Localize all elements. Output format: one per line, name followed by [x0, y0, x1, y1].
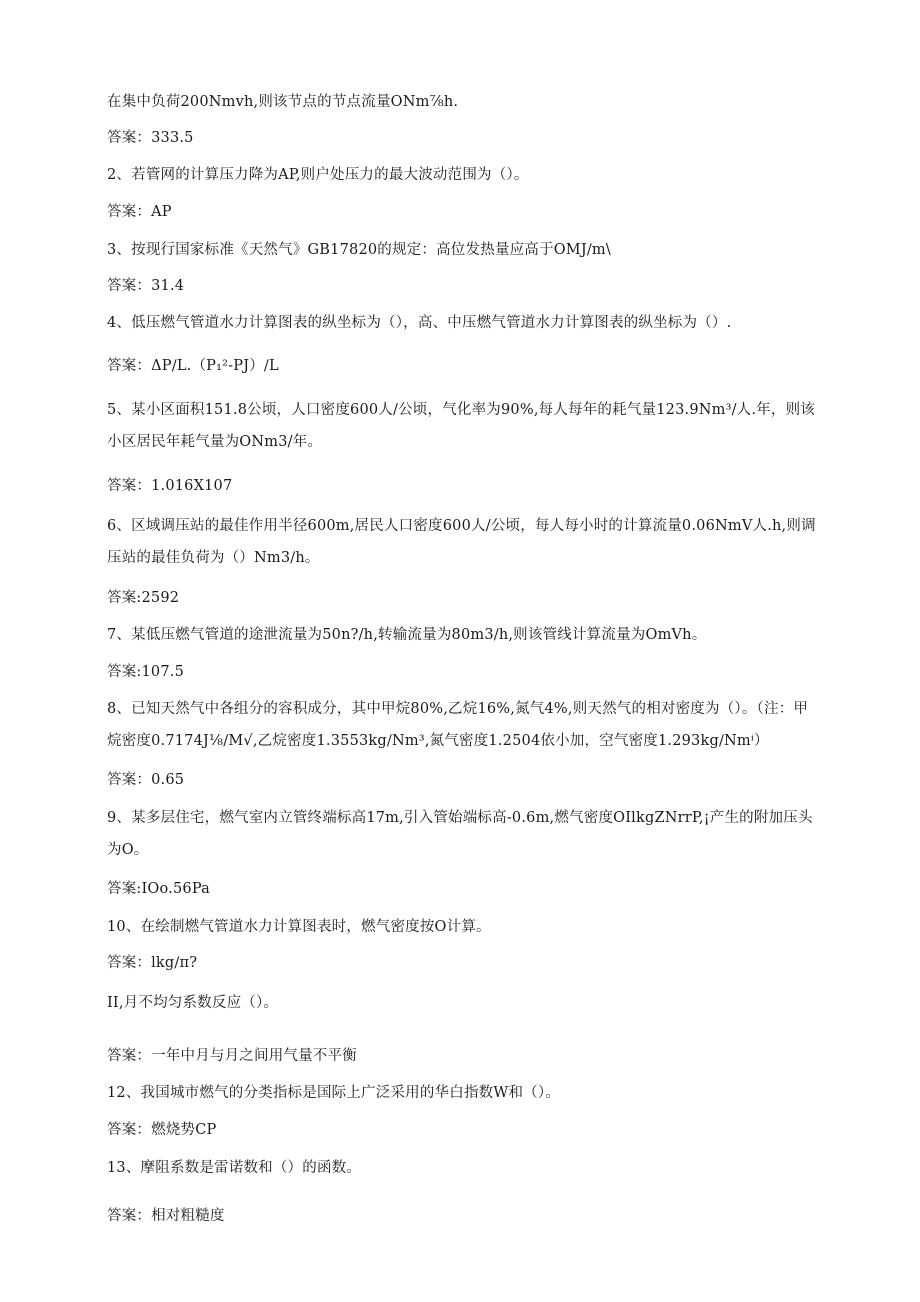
- question-10: 10、在绘制燃气管道水力计算图表时，燃气密度按O计算。: [107, 919, 491, 935]
- answer-6: 答案:2592: [107, 590, 180, 606]
- question-8: 8、已知天然气中各组分的容积成分，其中甲烷80%,乙烷16%,氮气4%,则天然气的相对密度为（）。（注：甲烷密度0.7174J⅛∕M√,乙烷密度1.3553kg∕Nm³,氮气密度1.2504依小加，空气密度1.293kg∕Nmⁱ）: [107, 701, 809, 749]
- question-6: 6、区域调压站的最佳作用半径600m,居民人口密度600人/公顷，每人每小时的计算流量0.06NmV人.h,则调压站的最佳负荷为（）Nm3∕h。: [107, 518, 816, 566]
- answer-13: 答案：相对粗糙度: [107, 1208, 225, 1224]
- answer-8: 答案：0.65: [107, 772, 185, 788]
- answer-2: 答案：AP: [107, 204, 172, 220]
- question-4: 4、低压燃气管道水力计算图表的纵坐标为（），高、中压燃气管道水力计算图表的纵坐标为（）.: [107, 315, 732, 331]
- question-12: 12、我国城市燃气的分类指标是国际上广泛采用的华白指数W和（）。: [107, 1085, 561, 1101]
- question-9: 9、某多层住宅，燃气室内立管终端标高17m,引入管始端标高-0.6m,燃气密度OIlkgZNrrP,¡产生的附加压头为O。: [107, 810, 813, 858]
- answer-1: 答案：333.5: [107, 130, 194, 146]
- question-7: 7、某低压燃气管道的途泄流量为50n?/h,转输流量为80m3∕h,则该管线计算流量为OmVh。: [107, 627, 707, 643]
- answer-5: 答案：1.016X107: [107, 478, 233, 494]
- answer-7: 答案:107.5: [107, 664, 184, 680]
- answer-11: 答案：一年中月与月之间用气量不平衡: [107, 1048, 357, 1064]
- answer-12: 答案：燃烧势CP: [107, 1122, 217, 1138]
- question-13: 13、摩阻系数是雷诺数和（）的函数。: [107, 1160, 362, 1176]
- question-11: II,月不均匀系数反应（）。: [107, 995, 279, 1011]
- question-5: 5、某小区面积151.8公顷，人口密度600人/公顷，气化率为90%,每人每年的耗气量123.9Nm³/人.年，则该小区居民年耗气量为ONm3/年。: [107, 402, 815, 450]
- question-3: 3、按现行国家标准《天然气》GB17820的规定：高位发热量应高于OMJ∕m\: [107, 242, 611, 258]
- question-2: 2、若管网的计算压力降为AP,则户处压力的最大波动范围为（）。: [107, 167, 529, 183]
- answer-4: 答案：ΔP∕L.（P₁²-PJ）∕L: [107, 358, 279, 374]
- answer-9: 答案:IOo.56Pa: [107, 881, 210, 897]
- answer-3: 答案：31.4: [107, 278, 185, 294]
- answer-10: 答案：lkg∕π?: [107, 955, 198, 971]
- question-1-continuation: 在集中负荷200Nmvh,则该节点的节点流量ONm⅞h.: [107, 94, 459, 110]
